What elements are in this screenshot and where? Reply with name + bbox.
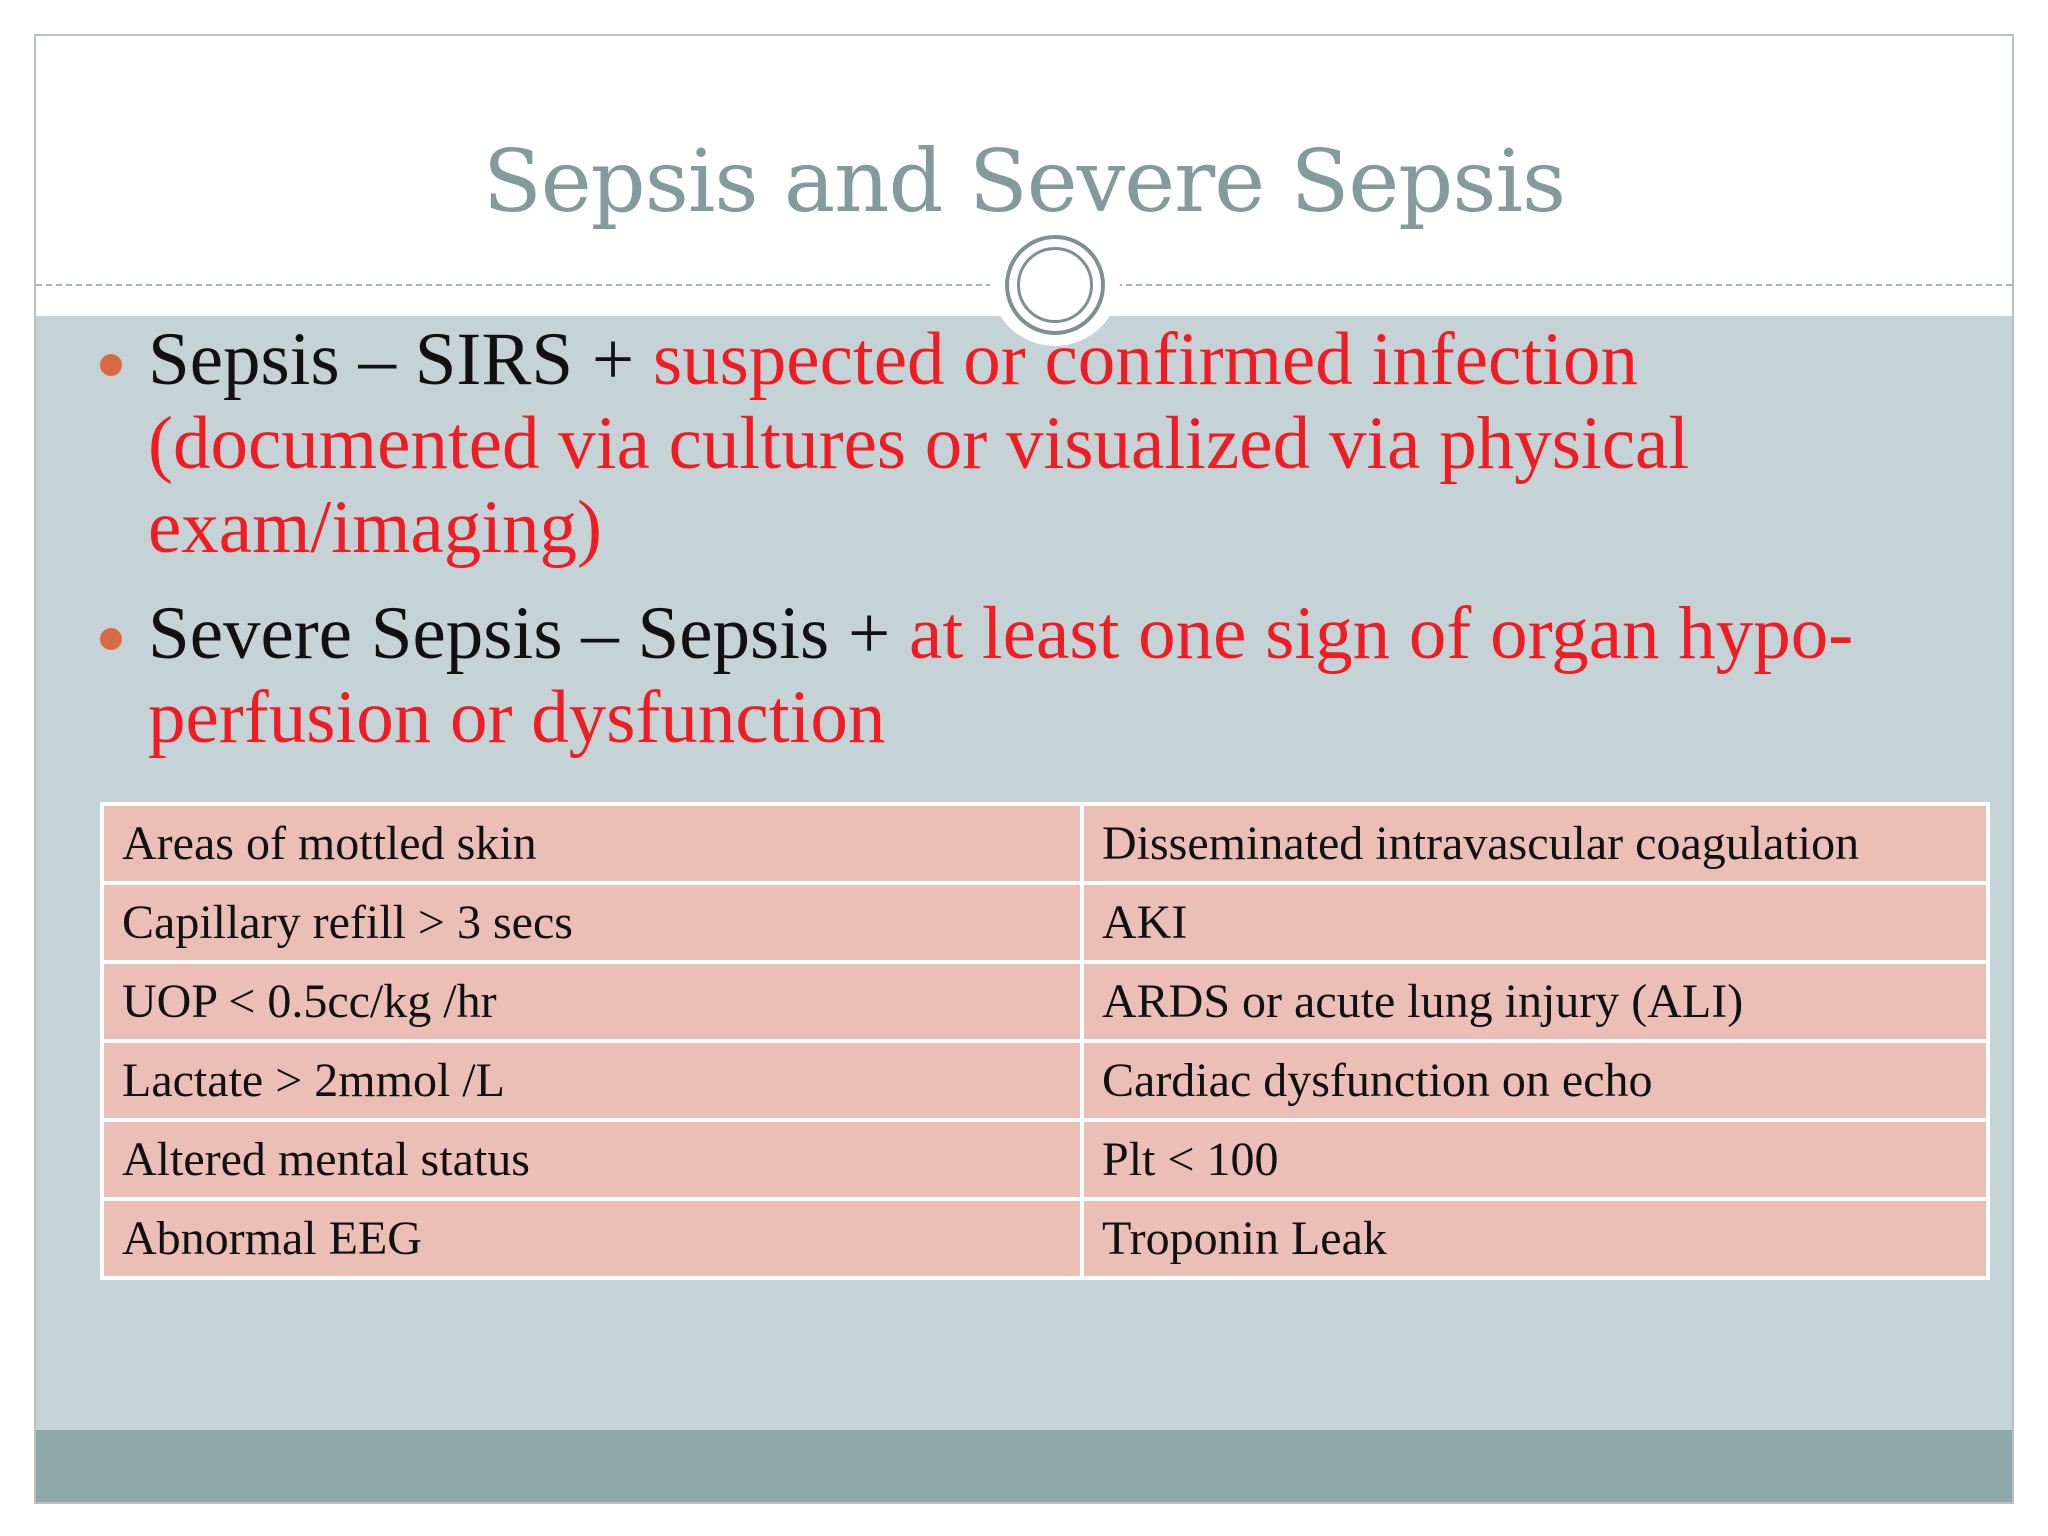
table-row — [102, 804, 1988, 883]
table-cell: Disseminated intravascular coagulation — [1082, 804, 1988, 883]
table-row — [102, 1120, 1988, 1199]
table-cell: Plt < 100 — [1082, 1120, 1988, 1199]
bullet-list — [100, 318, 1920, 782]
table-cell: Areas of mottled skin — [102, 804, 1082, 883]
table-row — [102, 1041, 1988, 1120]
circle-ornament-inner — [1017, 247, 1093, 323]
footer-band — [36, 1430, 2012, 1502]
table-cell: AKI — [1082, 883, 1988, 962]
table-cell: Capillary refill > 3 secs — [102, 883, 1082, 962]
bullet-highlight: at least one sign of organ hypo-perfusion or dysfunction — [148, 592, 1854, 759]
bullet-lead: Severe Sepsis – Sepsis + — [148, 592, 910, 675]
table-cell: UOP < 0.5cc/kg /hr — [102, 962, 1082, 1041]
table-row — [102, 1199, 1988, 1278]
table-cell: Cardiac dysfunction on echo — [1082, 1041, 1988, 1120]
bullet-lead: Sepsis – SIRS + — [148, 318, 653, 401]
table-cell: ARDS or acute lung injury (ALI) — [1082, 962, 1988, 1041]
table-cell: Troponin Leak — [1082, 1199, 1988, 1278]
table-cell: Abnormal EEG — [102, 1199, 1082, 1278]
bullet-item-severe-sepsis — [100, 592, 1920, 760]
organ-dysfunction-table — [100, 802, 1990, 1280]
table-row — [102, 883, 1988, 962]
table-cell: Lactate > 2mmol /L — [102, 1041, 1082, 1120]
table-row — [102, 962, 1988, 1041]
table-cell: Altered mental status — [102, 1120, 1082, 1199]
bullet-highlight: suspected or confirmed infection (documented via cultures or visualized via physical exam/imaging) — [148, 318, 1690, 569]
bullet-dot-icon — [100, 354, 122, 376]
bullet-dot-icon — [100, 628, 122, 650]
slide-title: Sepsis and Severe Sepsis — [482, 132, 1566, 232]
bullet-item-sepsis — [100, 318, 1920, 570]
